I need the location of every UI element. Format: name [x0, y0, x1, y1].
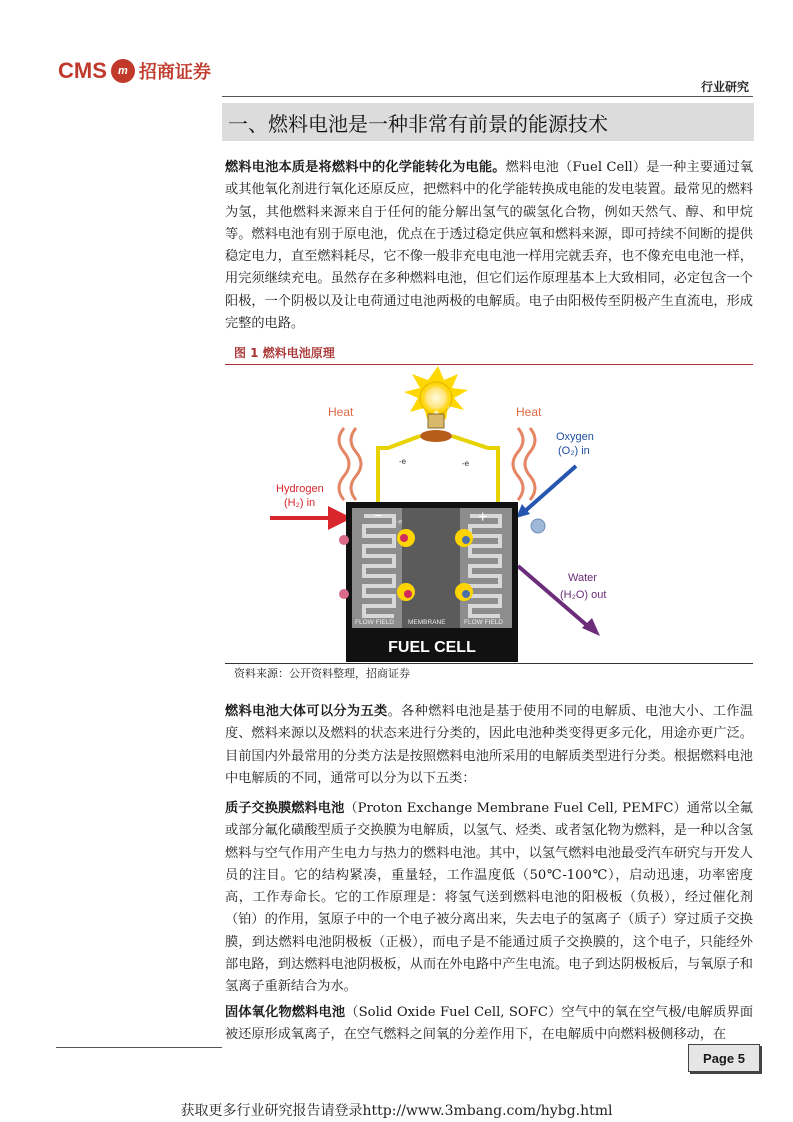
paragraph-sofc-lead: 固体氧化物燃料电池 — [225, 1005, 346, 1020]
logo-mark-icon: m — [111, 59, 135, 83]
membrane-label: MEMBRANE — [408, 619, 446, 626]
figure-source: 资料来源：公开资料整理，招商证券 — [234, 667, 410, 680]
light-bulb-icon — [404, 366, 468, 442]
flow-field-right-label: FLOW FIELD — [464, 619, 504, 626]
figure-top-rule — [225, 364, 753, 365]
paragraph-intro-body: 燃料电池（Fuel Cell）是一种主要通过氧或其他氧化剂进行氧化还原反应，把燃料中的化学能转换成电能的发电装置。最常见的燃料为氢，其他燃料来源来自于任何的能分解出氢气的碳氢化合物，例如天然气、醇、和甲烷等。燃料电池有别于原电池，优点在于透过稳定供应氧和燃料来源，即可持续不间断的提供稳定电力，直至燃料耗尽，它不像一般非充电电池一样用完就丢弃，也不像充电电池一样，用完须继续充电。虽然存在多种燃料电池，但它们运作原理基本上大致相同，必定包含一个阳极，一个阴极以及让电荷通过电池两极的电解质。电子由阳极传至阴极产生直流电，形成完整的电路。 — [225, 160, 754, 332]
fuel-cell-label: FUEL CELL — [388, 639, 476, 656]
paragraph-pemfc-body: （Proton Exchange Membrane Fuel Cell, PEMFC）通常以全氟或部分氟化磺酸型质子交换膜为电解质，以氢气、烃类、或者氢化物为燃料，是一种以含氢燃料与空气作用产生电力与热力的燃料电池。其中，以氢气燃料电池最受汽车研究与开发人员的注目。它的结构紧凑，重量轻，工作温度低（50℃-100℃），启动迅速，功率密度高，工作寿命长。它的工作原理是：将氢气送到燃料电池的阳极板（负极），经过催化剂（铂）的作用，氢原子中的一个电子被分离出来，失去电子的氢离子（质子）穿过质子交换膜，到达燃料电池阴极板（正极），而电子是不能通过质子交换膜的，这个电子，只能经外部电路，到达燃料电池阴极板，从而在外电路中产生电流。电子到达阴极板后，与氧原子和氢离子重新结合为水。 — [225, 801, 753, 995]
paragraph-classification-lead: 燃料电池大体可以分为五类 — [225, 704, 388, 719]
oxygen-in-arrow — [524, 466, 576, 512]
flow-field-left-label: FLOW FIELD — [355, 619, 395, 626]
fuel-cell-body — [339, 502, 518, 662]
oxygen-label-line2: (O₂) in — [558, 445, 590, 457]
paragraph-intro — [225, 157, 753, 335]
heat-right-icon — [513, 428, 535, 500]
footer-divider — [56, 1047, 222, 1048]
hydrogen-label-line1: Hydrogen — [276, 483, 324, 495]
paragraph-pemfc — [225, 798, 753, 999]
report-category: 行业研究 — [700, 80, 749, 94]
cathode-plus-sign: + — [478, 509, 488, 526]
header-divider — [222, 96, 753, 97]
oxygen-molecule-icon — [531, 519, 545, 533]
electron-label-left: -e — [399, 457, 407, 466]
download-link-text[interactable]: 获取更多行业研究报告请登录http://www.3mbang.com/hybg.html — [180, 1103, 613, 1119]
hydrogen-label-line2: (H₂) in — [284, 497, 316, 509]
section-heading — [222, 103, 754, 141]
heat-label-left: Heat — [328, 405, 354, 419]
figure-bottom-rule — [225, 663, 753, 664]
company-logo — [58, 58, 211, 84]
water-label-line2: (H₂O) out — [560, 589, 607, 601]
electron-label-mid: -e — [396, 519, 403, 526]
paragraph-sofc — [225, 1002, 753, 1047]
paragraph-intro-lead: 燃料电池本质是将燃料中的化学能转化为电能。 — [225, 160, 506, 175]
figure-title: 图 1 燃料电池原理 — [234, 346, 335, 360]
section-title: 一、燃料电池是一种非常有前景的能源技术 — [228, 111, 608, 136]
anode-minus-sign: − — [374, 507, 383, 523]
paragraph-classification-body: 。各种燃料电池是基于使用不同的电解质、电池大小、工作温度、燃料来源以及燃料的状态来进行分类的，因此电池种类变得更多元化，用途亦更广泛。目前国内外最常用的分类方法是按照燃料电池所采用的电解质类型进行分类。根据燃料电池中电解质的不同，通常可以分为以下五类： — [225, 704, 754, 786]
paragraph-pemfc-lead: 质子交换膜燃料电池 — [225, 801, 345, 816]
fuel-cell-diagram — [268, 366, 608, 662]
heat-left-icon — [339, 428, 361, 500]
logo-cms-text: CMS — [58, 58, 107, 83]
logo-chinese-text: 招商证券 — [138, 62, 211, 83]
water-label-line1: Water — [568, 572, 597, 584]
electron-label-right: -e — [462, 459, 470, 468]
paragraph-sofc-body: （Solid Oxide Fuel Cell, SOFC）空气中的氧在空气极/电解质界面被还原形成氧离子，在空气燃料之间氧的分差作用下，在电解质中向燃料极侧移动，在 — [225, 1005, 754, 1043]
heat-label-right: Heat — [516, 405, 542, 419]
paragraph-classification — [225, 701, 753, 790]
oxygen-label-line1: Oxygen — [556, 431, 594, 443]
page-number: Page 5 — [688, 1044, 760, 1072]
